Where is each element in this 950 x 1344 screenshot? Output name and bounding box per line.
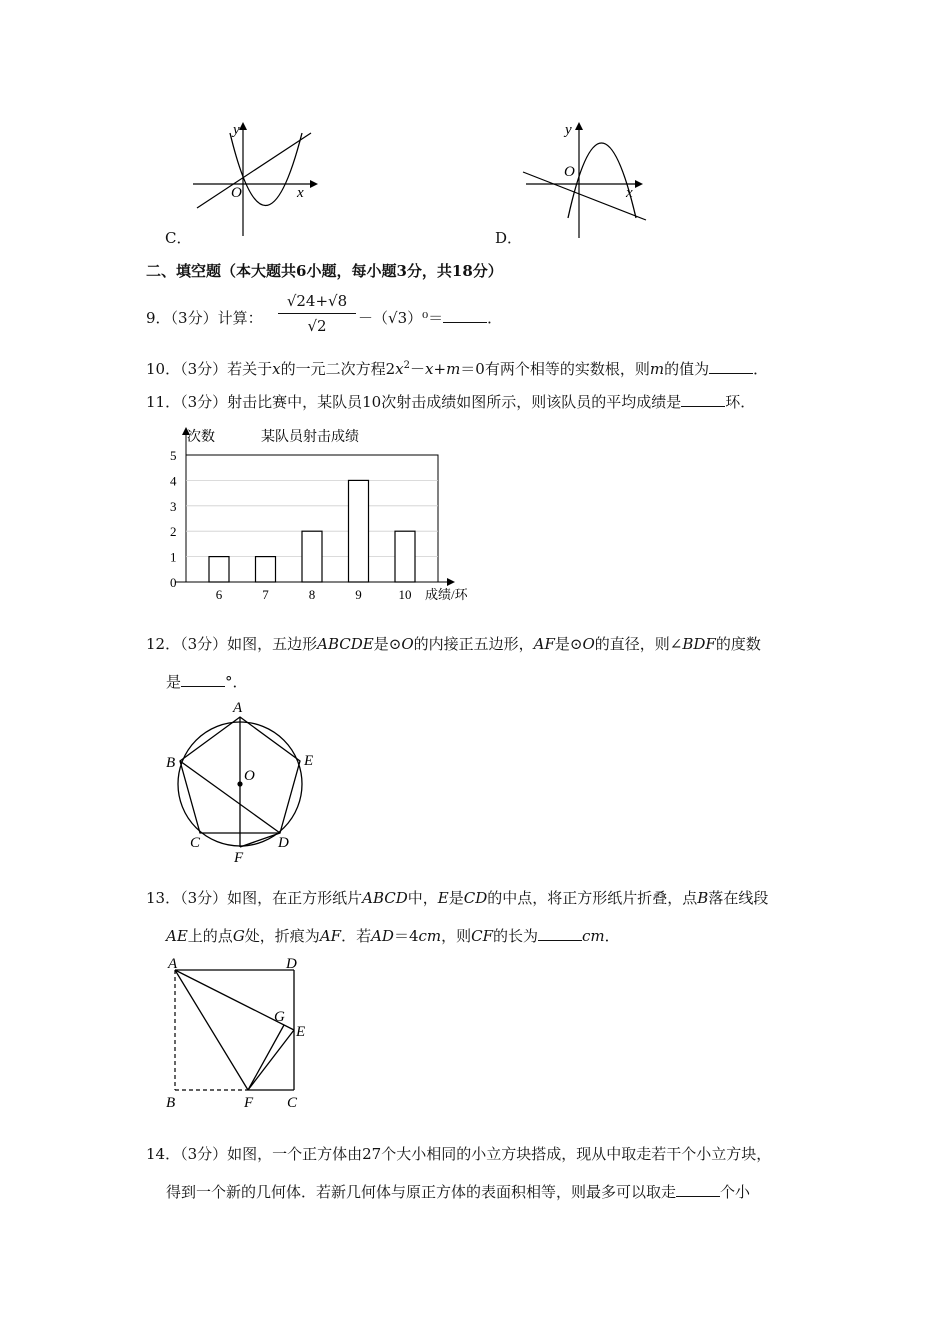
y-tick-label: 1 [170, 549, 177, 565]
svg-text:G: G [274, 1009, 285, 1025]
y-tick-label: 5 [170, 448, 177, 463]
chart-title: 某队员射击成绩 [261, 430, 359, 445]
y-label: y [233, 122, 240, 138]
x-label: x [297, 185, 304, 201]
question-12-line2: 是 °． [166, 673, 248, 691]
line-graph [197, 133, 311, 208]
bar-7 [256, 557, 276, 582]
question-9 [146, 308, 263, 328]
q9-number: 9． [146, 309, 171, 327]
option-d-label: D． [495, 229, 523, 247]
question-12: 12．（3分）如图，五边形ABCDE是⊙O的内接正五边形，AF是⊙O的直径，则∠BDF的度数 [146, 635, 761, 653]
bar-8 [302, 531, 322, 582]
q9-fraction [278, 291, 356, 336]
chart-ylabel: 次数 [187, 430, 215, 445]
svg-text:A: A [168, 956, 178, 972]
question-14-line2: 得到一个新的几何体．若新几何体与原正方体的表面积相等，则最多可以取走 个小 [166, 1183, 751, 1201]
segment-fg [248, 1025, 284, 1090]
section-heading: 二、填空题（本大题共6小题，每小题3分，共18分） [146, 262, 503, 280]
question-13: 13．（3分）如图，在正方形纸片ABCD中，E是CD的中点，将正方形纸片折叠，点B落在线段 [146, 889, 769, 907]
svg-text:D: D [278, 835, 289, 851]
x-tick-label: 8 [308, 587, 316, 602]
q9-tail: －（√3）⁰＝ ． [358, 309, 503, 327]
svg-text:E: E [296, 1024, 306, 1040]
question-14: 14．（3分）如图，一个正方体由27个大小相同的小立方块搭成，现从中取走若干个小立方块， [146, 1145, 772, 1163]
question-11: 11．（3分）射击比赛中，某队员10次射击成绩如图所示，则该队员的平均成绩是 环． [146, 393, 756, 411]
q12-answer-blank [181, 672, 225, 687]
svg-text:O: O [244, 768, 255, 784]
svg-text:C: C [287, 1095, 298, 1111]
y-tick-label: 0 [170, 575, 177, 590]
svg-text:B: B [166, 1095, 176, 1111]
question-13-line2: AE上的点G处，折痕为AF．若AD＝4cm，则CF的长为 cm． [166, 927, 620, 945]
chart-xlabel: 成绩/环 [425, 587, 468, 602]
svg-text:E: E [304, 753, 314, 769]
y-tick-label: 4 [170, 473, 177, 489]
x-tick-label: 10 [398, 587, 412, 602]
svg-text:F: F [234, 850, 244, 866]
pentagon-circle-figure [160, 695, 330, 867]
bar-6 [209, 557, 229, 582]
svg-text:B: B [166, 755, 176, 771]
segment-bd [180, 761, 280, 833]
svg-text:C: C [190, 835, 201, 851]
bar-9 [349, 480, 369, 582]
bar-10 [395, 531, 415, 582]
q9-numerator: √24+√8 [278, 291, 356, 314]
svg-text:F: F [244, 1095, 254, 1111]
x-tick-label: 7 [262, 587, 269, 602]
y-tick-label: 3 [170, 498, 177, 514]
q14-answer-blank [676, 1182, 720, 1197]
q9-denominator: √2 [307, 317, 327, 335]
q9-root3: √3 [388, 309, 408, 327]
y-tick-label: 2 [170, 524, 177, 540]
x-tick-label: 9 [355, 587, 362, 602]
segment-fe [248, 1030, 294, 1090]
question-10: 10．（3分）若关于x的一元二次方程$2x^2-x+m=0$有两个相等的实数根，则m的值为 ． [146, 360, 769, 378]
origin-label: O [231, 185, 242, 201]
center-point [237, 781, 242, 786]
q10-answer-blank [709, 359, 753, 374]
q9-answer-blank [443, 308, 487, 323]
graph-c [185, 118, 320, 240]
q9-text: （3分）计算： [170, 309, 263, 327]
x-label: x [626, 185, 633, 201]
svg-text:A: A [233, 700, 243, 716]
parabola-graph [568, 143, 636, 218]
x-tick-label: 6 [215, 587, 223, 602]
q13-answer-blank [538, 926, 582, 941]
option-c-label: C． [165, 229, 192, 247]
graph-d [518, 118, 653, 240]
y-label: y [565, 122, 572, 138]
bar-chart [165, 425, 485, 605]
svg-text:D: D [286, 956, 297, 972]
origin-label: O [564, 164, 575, 180]
square-fold-figure [160, 950, 320, 1112]
q11-answer-blank [681, 392, 725, 407]
segment-fd [240, 833, 280, 847]
